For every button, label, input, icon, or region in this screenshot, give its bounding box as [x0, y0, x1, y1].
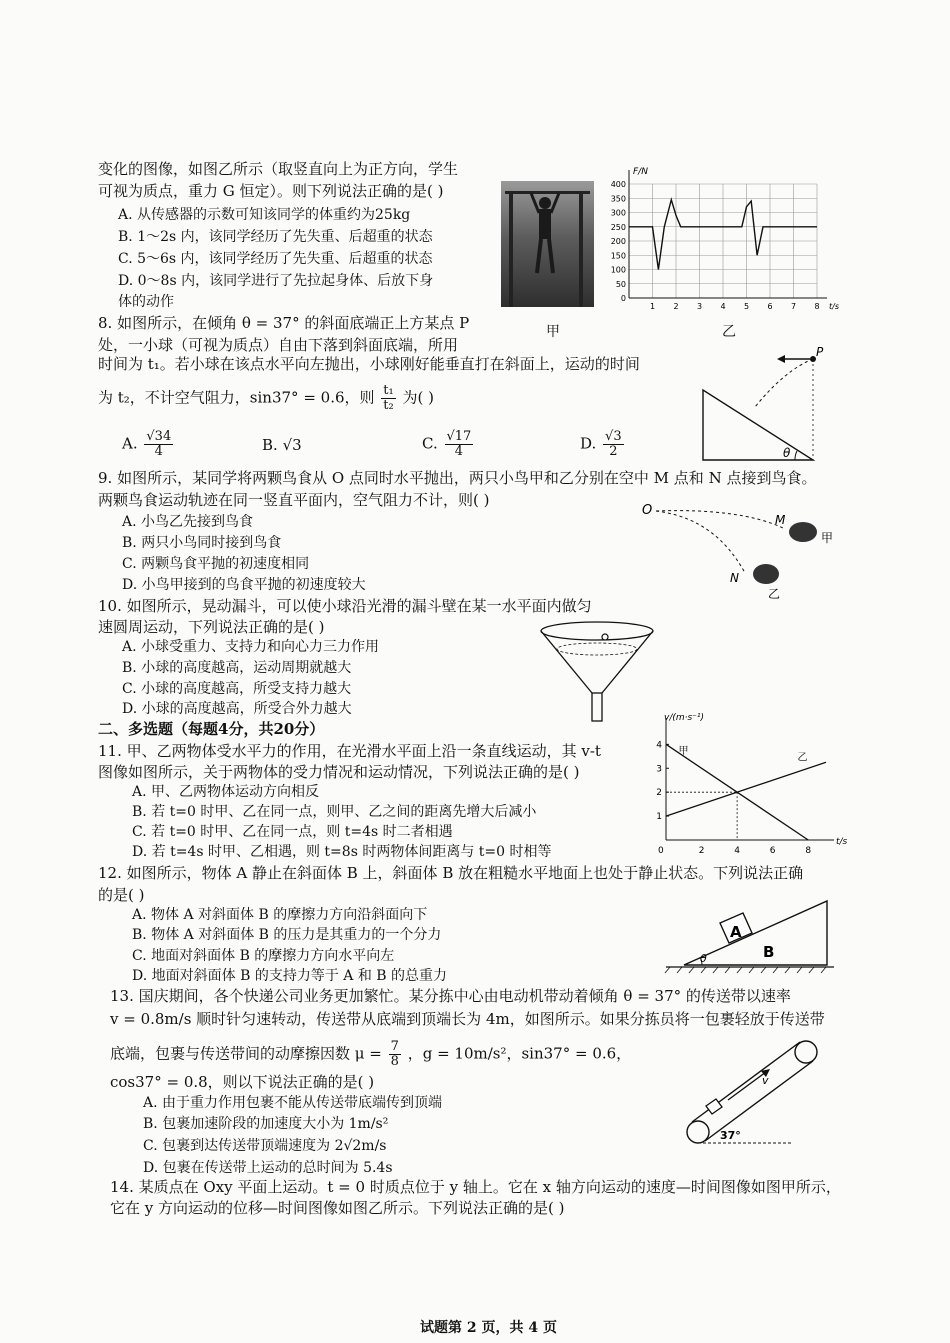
bird-jia-icon — [789, 522, 817, 542]
y-tick-label: 250 — [610, 222, 626, 232]
bird-yi-label: 乙 — [768, 587, 781, 601]
y-tick-label: 300 — [610, 208, 626, 218]
y-tick-label: 3 — [656, 764, 662, 775]
x-axis-label: t/s — [836, 837, 848, 847]
q14-stem-line-2: 它在 y 方向运动的位移—时间图像如图乙所示。下列说法正确的是( ) — [110, 1199, 565, 1217]
wedge-angle-label: θ — [700, 952, 707, 965]
y-tick-label: 200 — [610, 237, 626, 246]
q12-stem-line-2: 的是( ) — [98, 886, 145, 904]
q10-option-a: A. 小球受重力、支持力和向心力三力作用 — [122, 639, 380, 655]
y-tick-label: 4 — [656, 740, 662, 751]
section-heading-multiple-choice: 二、多选题（每题4分，共20分） — [98, 720, 325, 738]
trajectory-to-n — [656, 511, 745, 573]
x-tick-label: 5 — [743, 302, 750, 311]
x-tick-label: 7 — [790, 302, 797, 311]
x-tick-label: 8 — [814, 302, 820, 311]
conveyor-belt-diagram — [680, 1040, 830, 1146]
q8-stem-line-3: 时间为 t₁。若小球在该点水平向左抛出，小球刚好能垂直打在斜面上，运动的时间 — [98, 355, 640, 373]
q10-option-b: B. 小球的高度越高，运动周期就越大 — [122, 660, 352, 676]
x-axis-label: t/s — [829, 302, 839, 311]
y-tick-label: 100 — [610, 265, 626, 275]
q11-option-b: B. 若 t=0 时甲、乙在同一点，则甲、乙之间的距离先增大后减小 — [132, 804, 537, 820]
q13-option-d: D. 包裹在传送带上运动的总时间为 5.4s — [143, 1160, 393, 1176]
pull-up-figure — [501, 181, 594, 307]
q8-option-d-fraction — [603, 430, 624, 459]
ratio-fraction — [381, 384, 395, 413]
circular-path — [557, 643, 637, 655]
y-tick-label: 2 — [656, 788, 662, 799]
belt-velocity-label: v — [762, 1074, 769, 1087]
q13-option-a: A. 由于重力作用包裹不能从传送带底端传到顶端 — [143, 1095, 443, 1111]
q7-option-b: B. 1～2s 内，该同学经历了先失重、后超重的状态 — [118, 229, 433, 245]
series-label-jia: 甲 — [678, 745, 689, 757]
funnel-rim — [541, 622, 653, 640]
x-tick-label: 1 — [649, 302, 656, 311]
q13-stem-line-3-end: ，g = 10m/s²，sin37° = 0.6， — [407, 1044, 632, 1063]
ratio-denominator: t₂ — [383, 398, 394, 413]
point-n-label: N — [730, 571, 739, 585]
mu-denominator: 8 — [390, 1054, 399, 1069]
q11-stem-line-2: 图像如图所示，关于两物体的受力情况和运动情况，下列说法正确的是( ) — [98, 763, 580, 781]
q10-option-c: C. 小球的高度越高，所受支持力越大 — [122, 681, 352, 697]
mu-numerator: 7 — [390, 1039, 399, 1054]
incline-block-diagram — [662, 893, 840, 975]
q12-option-c: C. 地面对斜面体 B 的摩擦力方向水平向左 — [132, 948, 395, 964]
q12-option-d: D. 地面对斜面体 B 的支持力等于 A 和 B 的总重力 — [132, 968, 448, 984]
q9-option-a: A. 小鸟乙先接到鸟食 — [122, 514, 254, 530]
q8-stem-line-4-end: 为( ) — [402, 388, 434, 407]
mu-fraction — [389, 1040, 401, 1069]
velocity-arrowhead — [777, 355, 785, 363]
q13-option-b: B. 包裹加速阶段的加速度大小为 1m/s² — [143, 1116, 389, 1132]
q7-fig-label-a: 甲 — [546, 324, 560, 340]
q8-stem-line-4-text: 为 t₂，不计空气阻力，sin37° = 0.6，则 — [98, 388, 375, 407]
q8-option-a-fraction — [144, 430, 173, 459]
q7-option-d-line-1: D. 0～8s 内，该同学进行了先拉起身体、后放下身 — [118, 273, 434, 289]
ball — [602, 634, 608, 640]
page-footer: 试题第 2 页，共 4 页 — [420, 1320, 557, 1336]
y-tick-label: 350 — [610, 194, 626, 204]
q9-option-c: C. 两颗鸟食平抛的初速度相同 — [122, 556, 310, 572]
bird-yi-icon — [753, 564, 779, 584]
y-tick-label: 400 — [610, 180, 626, 189]
q10-option-d: D. 小球的高度越高，所受合外力越大 — [122, 701, 352, 717]
x-tick-label: 2 — [698, 846, 705, 853]
funnel-diagram — [535, 615, 660, 723]
q8-option-d-num: √3 — [605, 429, 622, 444]
x-tick-label: 4 — [720, 302, 726, 311]
x-tick-label: 3 — [696, 302, 703, 311]
q13-stem-line-1: 13. 国庆期间，各个快递公司业务更加繁忙。某分拣中心由电动机带动着倾角 θ = 37° 的传送带以速率 — [110, 987, 791, 1005]
y-tick-label: 150 — [610, 251, 626, 261]
q8-option-a-den: 4 — [154, 444, 163, 459]
q8-option-c-num: √17 — [446, 429, 472, 444]
incline-projectile-diagram — [695, 345, 830, 470]
q13-stem-line-2: v = 0.8m/s 顺时针匀速转动，传送带从底端到顶端长为 4m，如图所示。如果分拣员将一包裹轻放于传送带 — [110, 1010, 825, 1028]
block-a-label: A — [730, 923, 742, 941]
q8-option-b-value: √3 — [282, 436, 302, 454]
q8-option-c-den: 4 — [454, 444, 464, 459]
q8-option-a — [122, 430, 175, 459]
q14-stem-line-1: 14. 某质点在 Oxy 平面上运动。t = 0 时质点位于 y 轴上。它在 x 轴方向运动的速度—时间图像如图甲所示， — [110, 1178, 841, 1196]
q8-option-b — [262, 435, 302, 455]
wedge-b-label: B — [763, 943, 775, 961]
q8-option-a-num: √34 — [146, 429, 172, 444]
x-tick-label: 8 — [805, 846, 812, 853]
q13-stem-line-3-text: 底端，包裹与传送带间的动摩擦因数 μ = — [110, 1044, 382, 1063]
ground-hatching — [665, 967, 826, 973]
q11-option-a: A. 甲、乙两物体运动方向相反 — [132, 784, 320, 800]
q9-stem-line-2: 两颗鸟食运动轨迹在同一竖直平面内，空气阻力不计，则( ) — [98, 491, 490, 509]
belt-angle-label: 37° — [720, 1129, 741, 1142]
belt-velocity-arrow — [728, 1072, 766, 1100]
angle-theta-label: θ — [783, 446, 791, 460]
point-o-label: O — [642, 503, 653, 518]
x-tick-label: 6 — [769, 846, 776, 853]
q13-option-c: C. 包裹到达传送带顶端速度为 2√2m/s — [143, 1138, 387, 1154]
q9-stem-line-1: 9. 如图所示，某同学将两颗鸟食从 O 点同时水平抛出，两只小鸟甲和乙分别在空中 M 点和 N 点接到鸟食。 — [98, 469, 817, 487]
x-tick-label: 4 — [734, 846, 740, 853]
funnel-spout — [592, 693, 602, 721]
q7-stem-line-2: 可视为质点，重力 G 恒定）。则下列说法正确的是( ) — [98, 182, 444, 200]
q11-option-d: D. 若 t=4s 时甲、乙相遇，则 t=8s 时两物体间距离与 t=0 时相等 — [132, 844, 552, 860]
q8-option-c — [422, 430, 475, 459]
q8-option-a-label: A. — [122, 434, 138, 453]
origin-label: 0 — [658, 846, 664, 853]
point-p-label: P — [816, 345, 824, 359]
q11-stem-line-1: 11. 甲、乙两物体受水平力的作用，在光滑水平面上沿一条直线运动，其 v-t — [98, 742, 601, 760]
top-roller — [795, 1041, 817, 1063]
q8-option-d-label: D. — [580, 434, 597, 453]
x-tick-label: 2 — [673, 302, 679, 311]
point-m-label: M — [775, 513, 786, 527]
q8-option-c-label: C. — [422, 434, 438, 453]
series-label-yi: 乙 — [797, 752, 808, 764]
q9-option-b: B. 两只小鸟同时接到鸟食 — [122, 535, 282, 551]
pull-up-photo — [501, 181, 594, 307]
bird-jia-label: 甲 — [821, 531, 834, 545]
y-tick-label: 1 — [656, 812, 662, 823]
q12-stem-line-1: 12. 如图所示，物体 A 静止在斜面体 B 上，斜面体 B 放在粗糙水平地面上也处于静止状态。下列说法正确 — [98, 864, 804, 882]
q8-option-c-fraction — [445, 430, 474, 459]
x-tick-label: 6 — [767, 302, 773, 311]
q13-stem-line-4: cos37° = 0.8，则以下说法正确的是( ) — [110, 1073, 375, 1091]
q8-stem-line-2: 处，一小球（可视为质点）自由下落到斜面底端，所用 — [98, 336, 459, 354]
velocity-time-chart — [648, 708, 853, 853]
q8-stem-line-1: 8. 如图所示，在倾角 θ = 37° 的斜面底端正上方某点 P — [98, 314, 470, 332]
force-time-chart — [605, 162, 845, 318]
q7-option-a: A. 从传感器的示数可知该同学的体重约为25kg — [118, 207, 411, 223]
incline-triangle — [703, 390, 813, 460]
angle-arc — [795, 451, 797, 460]
q11-option-c: C. 若 t=0 时甲、乙在同一点，则 t=4s 时二者相遇 — [132, 824, 453, 840]
y-axis-label: v/(m·s⁻¹) — [664, 713, 705, 723]
series-line-yi — [666, 762, 826, 816]
q7-stem-line-1: 变化的图像，如图乙所示（取竖直向上为正方向，学生 — [98, 160, 459, 178]
trajectory-dashed — [755, 359, 813, 407]
y-tick-label: 50 — [615, 279, 626, 289]
q8-option-b-label: B. — [262, 436, 278, 454]
q8-option-d — [580, 430, 626, 459]
q8-option-d-den: 2 — [609, 444, 618, 459]
q7-fig-label-b: 乙 — [722, 324, 736, 340]
q7-option-d-line-2: 体的动作 — [118, 294, 174, 310]
ratio-numerator: t₁ — [383, 383, 394, 398]
q13-stem-line-3 — [110, 1040, 631, 1069]
y-axis-label: F/N — [633, 167, 648, 177]
q10-stem-line-2: 速圆周运动，下列说法正确的是( ) — [98, 618, 325, 636]
bird-feeding-diagram — [640, 498, 840, 603]
q9-option-d: D. 小鸟甲接到的鸟食平抛的初速度较大 — [122, 577, 366, 593]
q12-option-b: B. 物体 A 对斜面体 B 的压力是其重力的一个分力 — [132, 927, 442, 943]
q7-option-c: C. 5～6s 内，该同学经历了先失重、后超重的状态 — [118, 251, 433, 267]
q12-option-a: A. 物体 A 对斜面体 B 的摩擦力方向沿斜面向下 — [132, 907, 428, 923]
q8-stem-line-4 — [98, 384, 434, 413]
y-tick-label: 0 — [620, 294, 626, 303]
trajectory-to-m — [656, 511, 783, 528]
q10-stem-line-1: 10. 如图所示，晃动漏斗，可以使小球沿光滑的漏斗壁在某一水平面内做匀 — [98, 597, 592, 615]
